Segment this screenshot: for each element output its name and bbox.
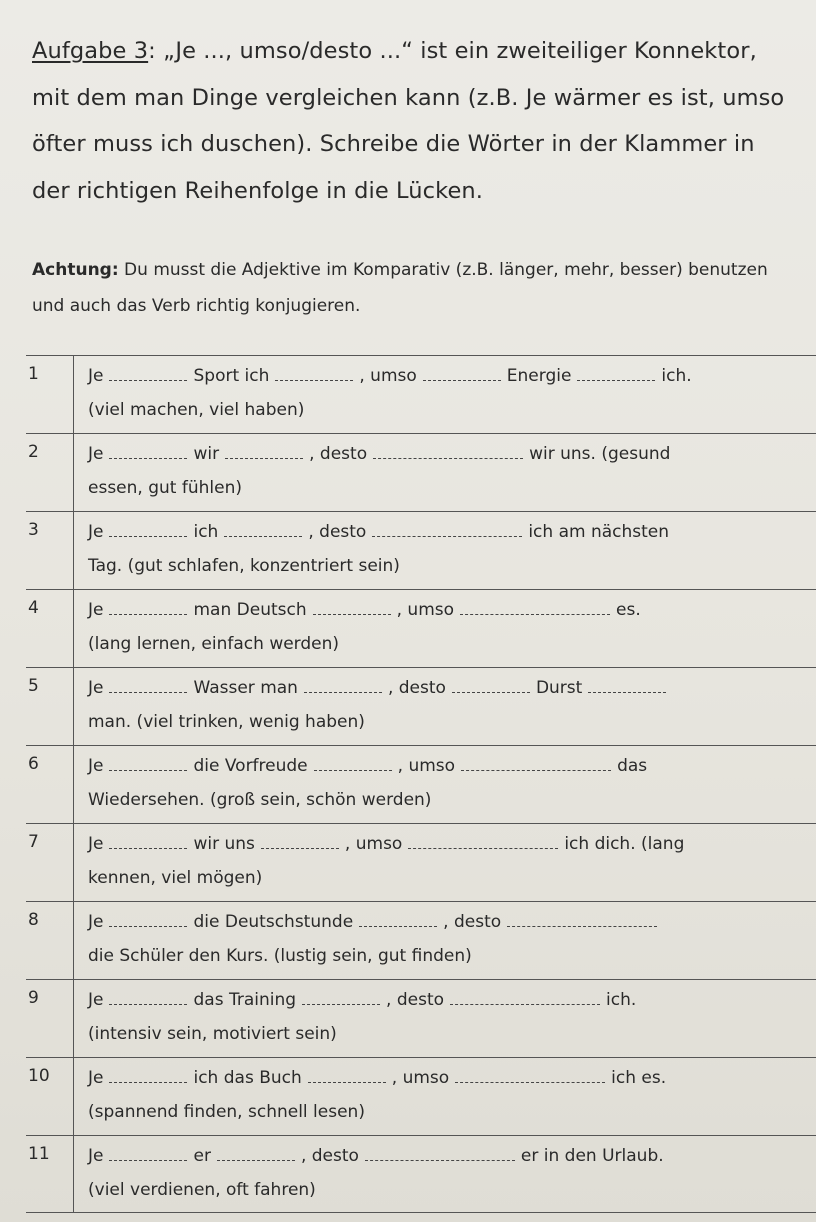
blank-field[interactable]	[217, 1146, 295, 1161]
row-text: Je Sport ich , umso Energie ich. (viel machen, viel haben)	[88, 359, 810, 427]
exercise-row-1	[26, 355, 816, 433]
blank-field[interactable]	[313, 600, 391, 615]
word-hint: kennen, viel mögen)	[88, 868, 263, 888]
row-text: Je man Deutsch , umso es. (lang lernen, einfach werden)	[88, 593, 810, 661]
blank-field[interactable]	[372, 522, 522, 537]
exercise-row-3	[26, 511, 816, 589]
blank-field[interactable]	[304, 678, 382, 693]
row-text: Je wir , desto wir uns. (gesund essen, gut fühlen)	[88, 437, 810, 505]
task-text: : „Je ..., umso/desto ...“ ist ein zweiteiliger Konnektor, mit dem man Dinge vergleichen kann (z.B. Je wärmer es ist, umso öfter muss ich duschen). Schreibe die Wörter in der Klammer in der richtigen Reihenfolge in die Lücken.	[32, 38, 785, 204]
blank-field[interactable]	[460, 600, 610, 615]
blank-field[interactable]	[275, 366, 353, 381]
row-number: 7	[26, 824, 74, 901]
row-text: Je er , desto er in den Urlaub. (viel verdienen, oft fahren)	[88, 1139, 810, 1207]
row-text: Je Wasser man , desto Durst man. (viel trinken, wenig haben)	[88, 671, 810, 739]
blank-field[interactable]	[588, 678, 666, 693]
blank-field[interactable]	[452, 678, 530, 693]
blank-field[interactable]	[109, 522, 187, 537]
note-text: Du musst die Adjektive im Komparativ (z.B. länger, mehr, besser) benutzen und auch das Verb richtig konjugieren.	[32, 260, 768, 316]
row-text: Je die Deutschstunde , desto die Schüler den Kurs. (lustig sein, gut finden)	[88, 905, 810, 973]
row-number: 2	[26, 434, 74, 511]
word-hint: die Schüler den Kurs. (lustig sein, gut finden)	[88, 946, 472, 966]
exercise-row-4	[26, 589, 816, 667]
row-number: 5	[26, 668, 74, 745]
blank-field[interactable]	[261, 834, 339, 849]
blank-field[interactable]	[109, 756, 187, 771]
blank-field[interactable]	[109, 990, 187, 1005]
row-text: Je ich das Buch , umso ich es. (spannend finden, schnell lesen)	[88, 1061, 810, 1129]
row-number: 1	[26, 356, 74, 433]
row-text: Je die Vorfreude , umso das Wiedersehen. (groß sein, schön werden)	[88, 749, 810, 817]
note-label: Achtung:	[32, 260, 119, 280]
word-hint: (lang lernen, einfach werden)	[88, 634, 340, 654]
blank-field[interactable]	[359, 912, 437, 927]
exercise-row-9	[26, 979, 816, 1057]
word-hint: (viel verdienen, oft fahren)	[88, 1180, 316, 1200]
task-instructions	[32, 28, 792, 214]
word-hint: man. (viel trinken, wenig haben)	[88, 712, 365, 732]
blank-field[interactable]	[109, 1068, 187, 1083]
blank-field[interactable]	[423, 366, 501, 381]
blank-field[interactable]	[507, 912, 657, 927]
word-hint: (spannend finden, schnell lesen)	[88, 1102, 365, 1122]
blank-field[interactable]	[109, 366, 187, 381]
exercise-row-5	[26, 667, 816, 745]
row-text: Je das Training , desto ich. (intensiv sein, motiviert sein)	[88, 983, 810, 1051]
blank-field[interactable]	[109, 834, 187, 849]
blank-field[interactable]	[109, 444, 187, 459]
blank-field[interactable]	[302, 990, 380, 1005]
exercise-row-11	[26, 1135, 816, 1213]
task-label: Aufgabe 3	[32, 38, 149, 64]
blank-field[interactable]	[109, 1146, 187, 1161]
blank-field[interactable]	[461, 756, 611, 771]
blank-field[interactable]	[109, 600, 187, 615]
blank-field[interactable]	[455, 1068, 605, 1083]
row-number: 11	[26, 1136, 74, 1212]
row-text: Je ich , desto ich am nächsten Tag. (gut schlafen, konzentriert sein)	[88, 515, 810, 583]
blank-field[interactable]	[450, 990, 600, 1005]
exercise-row-8	[26, 901, 816, 979]
blank-field[interactable]	[314, 756, 392, 771]
exercise-row-2	[26, 433, 816, 511]
exercise-row-10	[26, 1057, 816, 1135]
blank-field[interactable]	[308, 1068, 386, 1083]
attention-note	[32, 252, 802, 324]
word-hint: Tag. (gut schlafen, konzentriert sein)	[88, 556, 400, 576]
exercise-row-6	[26, 745, 816, 823]
blank-field[interactable]	[408, 834, 558, 849]
exercise-row-7	[26, 823, 816, 901]
row-number: 8	[26, 902, 74, 979]
row-number: 9	[26, 980, 74, 1057]
row-number: 4	[26, 590, 74, 667]
word-hint: Wiedersehen. (groß sein, schön werden)	[88, 790, 432, 810]
blank-field[interactable]	[365, 1146, 515, 1161]
exercise-table	[26, 355, 816, 1213]
word-hint: (intensiv sein, motiviert sein)	[88, 1024, 337, 1044]
blank-field[interactable]	[577, 366, 655, 381]
word-hint: (viel machen, viel haben)	[88, 400, 305, 420]
blank-field[interactable]	[109, 912, 187, 927]
word-hint: essen, gut fühlen)	[88, 478, 242, 498]
row-number: 10	[26, 1058, 74, 1135]
row-text: Je wir uns , umso ich dich. (lang kennen, viel mögen)	[88, 827, 810, 895]
row-number: 6	[26, 746, 74, 823]
blank-field[interactable]	[373, 444, 523, 459]
blank-field[interactable]	[224, 522, 302, 537]
blank-field[interactable]	[225, 444, 303, 459]
blank-field[interactable]	[109, 678, 187, 693]
row-number: 3	[26, 512, 74, 589]
